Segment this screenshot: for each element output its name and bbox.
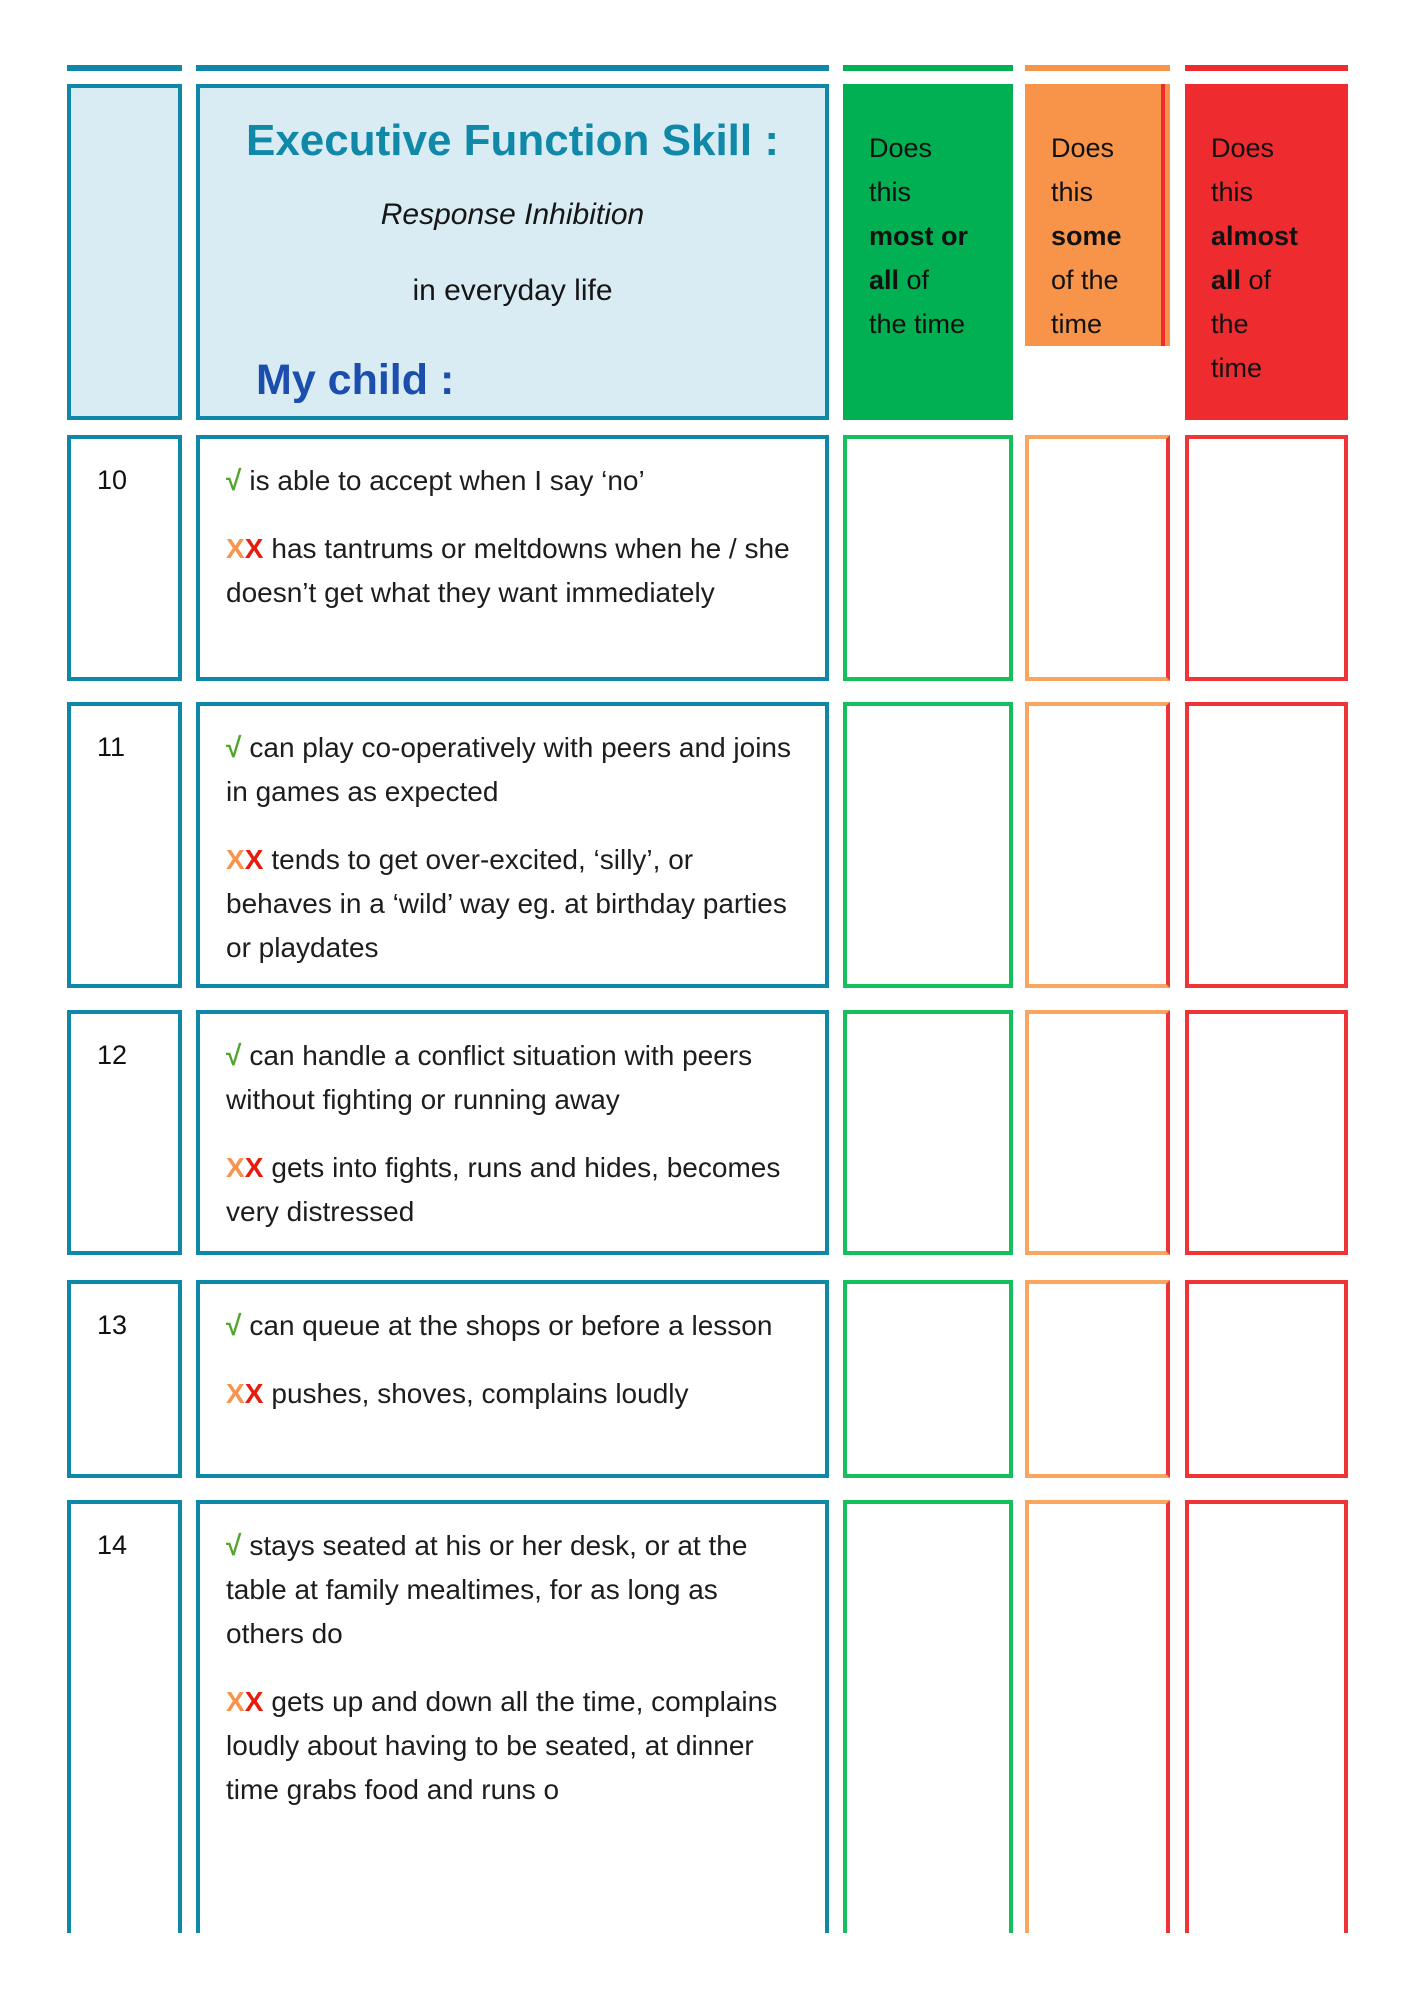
row-number-cell — [67, 1500, 182, 1933]
skill-subtitle: Response Inhibition — [380, 198, 645, 231]
column-header-almost-all: Does this almost all of the time — [1185, 84, 1348, 420]
answer-box-almost-all[interactable] — [1185, 1500, 1348, 1933]
table-row — [0, 1500, 1414, 1933]
x-orange-icon: X — [226, 1686, 245, 1717]
top-bar-number-column — [67, 65, 182, 71]
column-header-most-or-all: Does this most or all of the time — [843, 84, 1013, 420]
answer-box-almost-all[interactable] — [1185, 1010, 1348, 1255]
x-red-icon: X — [244, 1378, 264, 1409]
row-number: 13 — [97, 1310, 128, 1340]
check-icon: √ — [226, 732, 242, 763]
positive-statement: √ can queue at the shops or before a lesson — [226, 1310, 773, 1341]
row-number-cell — [67, 702, 182, 988]
negative-statement: XX tends to get over-excited, ‘silly’, or behaves in a ‘wild’ way eg. at birthday parties or playdates — [226, 844, 787, 963]
context-subtitle: in everyday life — [412, 274, 613, 307]
row-number: 14 — [97, 1530, 128, 1560]
answer-box-most-or-all[interactable] — [843, 1500, 1013, 1933]
header-number-cell — [67, 84, 182, 420]
answer-box-some[interactable] — [1025, 702, 1170, 988]
check-icon: √ — [226, 465, 242, 496]
positive-statement: √ stays seated at his or her desk, or at the table at family mealtimes, for as long as others do — [226, 1530, 748, 1649]
table-row — [0, 702, 1414, 988]
table-row — [0, 435, 1414, 681]
answer-box-some[interactable] — [1025, 435, 1170, 681]
positive-statement: √ can handle a conflict situation with peers without fighting or running away — [226, 1040, 753, 1115]
answer-box-some[interactable] — [1025, 1010, 1170, 1255]
top-bar-orange-column — [1025, 65, 1170, 71]
table-row — [0, 1280, 1414, 1478]
check-icon: √ — [226, 1310, 242, 1341]
negative-statement: XX pushes, shoves, complains loudly — [226, 1378, 689, 1409]
row-description-cell — [196, 1280, 829, 1478]
table-row — [0, 1010, 1414, 1255]
row-number: 11 — [97, 732, 126, 762]
row-number: 10 — [97, 465, 128, 495]
positive-statement: √ can play co-operatively with peers and joins in games as expected — [226, 732, 791, 807]
x-red-icon: X — [244, 844, 264, 875]
answer-box-most-or-all[interactable] — [843, 702, 1013, 988]
answer-box-almost-all[interactable] — [1185, 435, 1348, 681]
column-header-some: Does this some of the time — [1025, 84, 1170, 346]
row-number: 12 — [97, 1040, 128, 1070]
answer-box-almost-all[interactable] — [1185, 1280, 1348, 1478]
header-title-cell — [196, 84, 829, 420]
x-orange-icon: X — [226, 533, 245, 564]
negative-statement: XX gets up and down all the time, complains loudly about having to be seated, at dinner time grabs food and runs o — [226, 1686, 778, 1805]
answer-box-almost-all[interactable] — [1185, 702, 1348, 988]
check-icon: √ — [226, 1530, 242, 1561]
x-orange-icon: X — [226, 844, 245, 875]
negative-statement: XX has tantrums or meltdowns when he / she doesn’t get what they want immediately — [226, 533, 790, 608]
positive-statement: √ is able to accept when I say ‘no’ — [226, 465, 645, 496]
header-row — [0, 84, 1414, 420]
x-orange-icon: X — [226, 1378, 245, 1409]
row-description-cell — [196, 1010, 829, 1255]
answer-box-most-or-all[interactable] — [843, 435, 1013, 681]
row-description-cell — [196, 435, 829, 681]
answer-box-some[interactable] — [1025, 1500, 1170, 1933]
row-number-cell — [67, 1010, 182, 1255]
x-red-icon: X — [244, 533, 264, 564]
my-child-prompt: My child : — [256, 356, 455, 404]
answer-box-most-or-all[interactable] — [843, 1010, 1013, 1255]
top-bar-description-column — [196, 65, 829, 71]
x-red-icon: X — [244, 1152, 264, 1183]
top-bar-green-column — [843, 65, 1013, 71]
answer-box-most-or-all[interactable] — [843, 1280, 1013, 1478]
negative-statement: XX gets into fights, runs and hides, becomes very distressed — [226, 1152, 781, 1227]
page-title: Executive Function Skill : — [245, 116, 779, 165]
row-description-cell — [196, 1500, 829, 1933]
x-orange-icon: X — [226, 1152, 245, 1183]
row-number-cell — [67, 1280, 182, 1478]
answer-box-some[interactable] — [1025, 1280, 1170, 1478]
row-number-cell — [67, 435, 182, 681]
top-bar-red-column — [1185, 65, 1348, 71]
x-red-icon: X — [244, 1686, 264, 1717]
check-icon: √ — [226, 1040, 242, 1071]
row-description-cell — [196, 702, 829, 988]
